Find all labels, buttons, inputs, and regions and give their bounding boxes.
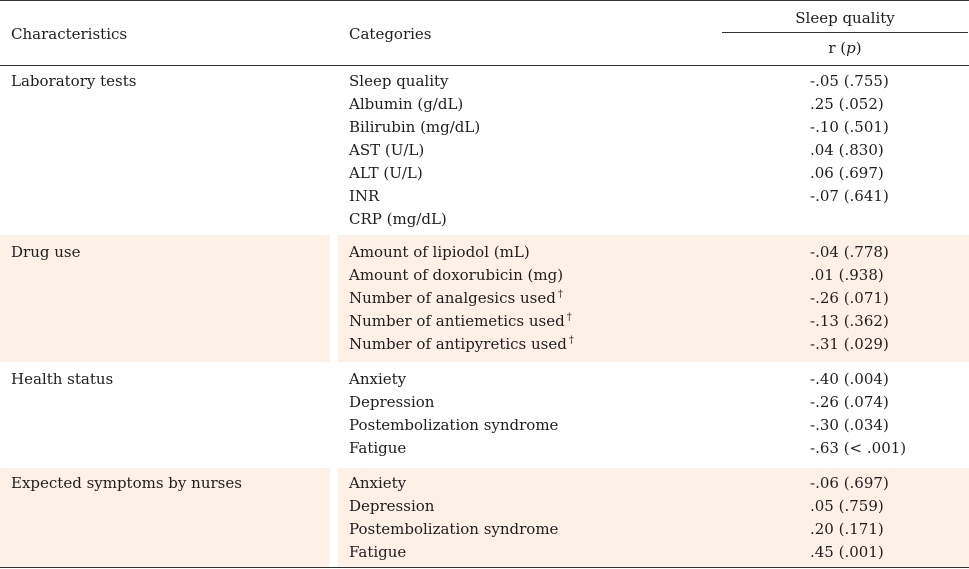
row-category <box>349 95 465 113</box>
table-row <box>0 289 969 312</box>
row-value: .05 (.759) <box>810 497 884 515</box>
row-category <box>349 266 565 284</box>
category-text: Postembolization syndrome <box>349 416 559 434</box>
header-p: p <box>846 39 856 57</box>
row-value: -.30 (.034) <box>810 416 889 434</box>
row-category <box>349 474 408 492</box>
group-drug-use <box>0 235 969 362</box>
category-text: ALT (U/L) <box>349 164 423 182</box>
row-value: -.06 (.697) <box>810 474 889 492</box>
category-text: Anxiety <box>349 370 407 388</box>
row-value: .45 (.001) <box>810 543 884 561</box>
row-value: -.26 (.071) <box>810 289 889 307</box>
header-r-p: r (p) <box>828 39 862 57</box>
row-value: -.04 (.778) <box>810 243 889 261</box>
category-text: Fatigue <box>349 439 407 457</box>
category-text: CRP (mg/dL) <box>349 210 447 228</box>
category-text: Number of antipyretics used <box>349 335 567 353</box>
row-value: -.63 (< .001) <box>810 439 907 457</box>
dagger-mark: † <box>568 335 574 346</box>
category-text: Depression <box>349 497 435 515</box>
row-value: -.13 (.362) <box>810 312 889 330</box>
row-category <box>349 141 426 159</box>
table-row <box>0 243 969 266</box>
row-category <box>349 497 436 515</box>
table-row <box>0 266 969 289</box>
table-row <box>0 141 969 164</box>
bottom-rule <box>0 567 969 568</box>
row-category <box>349 289 563 307</box>
group-label: Expected symptoms by nurses <box>11 474 242 492</box>
row-value: .01 (.938) <box>810 266 884 284</box>
row-category <box>349 416 560 434</box>
header-rule <box>722 32 968 33</box>
row-value: .20 (.171) <box>810 520 884 538</box>
row-category <box>349 370 408 388</box>
dagger-mark: † <box>566 312 572 323</box>
header-characteristics: Characteristics <box>11 25 128 43</box>
row-category <box>349 118 482 136</box>
table-row <box>0 520 969 543</box>
category-text: Fatigue <box>349 543 407 561</box>
row-category <box>349 164 425 182</box>
dagger-mark: † <box>557 289 563 300</box>
table-row <box>0 210 969 233</box>
row-value: -.10 (.501) <box>810 118 889 136</box>
row-category <box>349 72 451 90</box>
table-header <box>0 0 969 66</box>
table-row <box>0 95 969 118</box>
row-category <box>349 312 572 330</box>
row-category <box>349 243 532 261</box>
table-row <box>0 393 969 416</box>
category-text: Depression <box>349 393 435 411</box>
category-text: INR <box>349 187 380 205</box>
table-row <box>0 72 969 95</box>
table-row <box>0 543 969 566</box>
table-row <box>0 370 969 393</box>
header-sleep-quality: Sleep quality <box>795 9 895 27</box>
row-value: .25 (.052) <box>810 95 884 113</box>
row-category <box>349 439 408 457</box>
row-value: -.05 (.755) <box>810 72 889 90</box>
table-row <box>0 164 969 187</box>
group-label: Drug use <box>11 243 81 261</box>
row-value: -.07 (.641) <box>810 187 889 205</box>
table-row <box>0 118 969 141</box>
group-laboratory-tests <box>0 64 969 231</box>
row-category <box>349 210 449 228</box>
row-value: .06 (.697) <box>810 164 884 182</box>
category-text: Postembolization syndrome <box>349 520 559 538</box>
group-label: Laboratory tests <box>11 72 137 90</box>
group-health-status <box>0 362 969 466</box>
table-row <box>0 335 969 358</box>
category-text: Amount of doxorubicin (mg) <box>349 266 564 284</box>
row-value: -.26 (.074) <box>810 393 889 411</box>
table-row <box>0 312 969 335</box>
group-expected-symptoms <box>0 468 969 567</box>
category-text: Anxiety <box>349 474 407 492</box>
group-label: Health status <box>11 370 114 388</box>
category-text: AST (U/L) <box>349 141 425 159</box>
category-text: Sleep quality <box>349 72 449 90</box>
row-value: .04 (.830) <box>810 141 884 159</box>
category-text: Number of antiemetics used <box>349 312 565 330</box>
category-text: Albumin (g/dL) <box>349 95 464 113</box>
row-category <box>349 393 436 411</box>
row-value: -.40 (.004) <box>810 370 889 388</box>
table-row <box>0 187 969 210</box>
table-row <box>0 416 969 439</box>
row-category <box>349 520 560 538</box>
table-row <box>0 439 969 462</box>
row-category <box>349 335 574 353</box>
category-text: Bilirubin (mg/dL) <box>349 118 481 136</box>
row-value: -.31 (.029) <box>810 335 889 353</box>
header-r: r <box>828 39 836 57</box>
header-categories: Categories <box>349 25 432 43</box>
category-text: Amount of lipiodol (mL) <box>349 243 530 261</box>
table-row <box>0 497 969 520</box>
row-category <box>349 543 408 561</box>
category-text: Number of analgesics used <box>349 289 556 307</box>
table-row <box>0 474 969 497</box>
row-category <box>349 187 381 205</box>
